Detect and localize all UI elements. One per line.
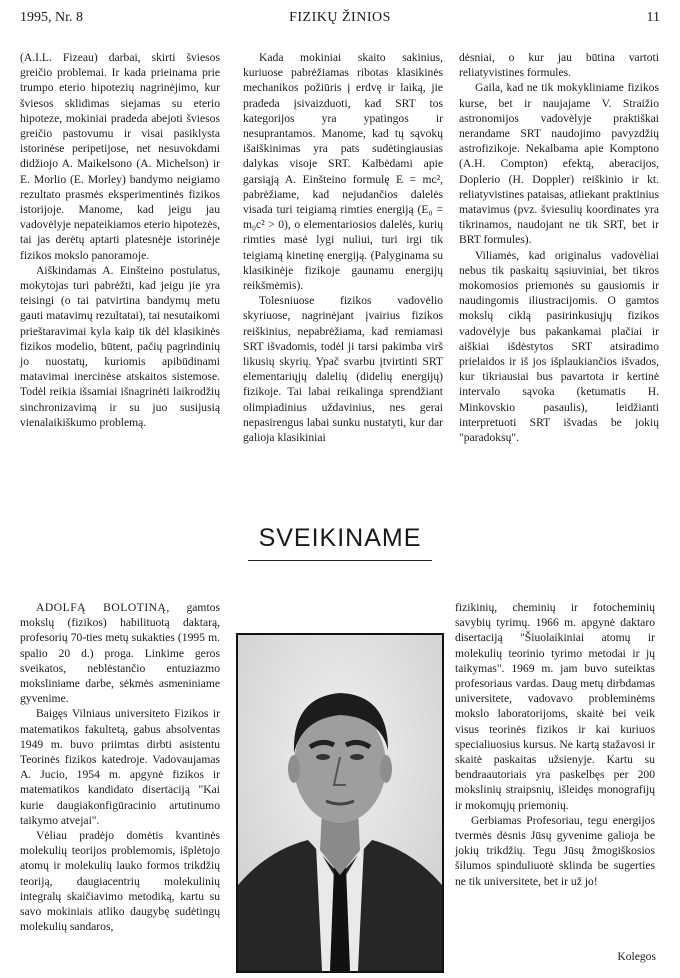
paragraph: Gaila, kad ne tik mokykliniame fizikos kurse, bet ir naujajame V. Straižio astronomijos vadovėlyje praktiškai nerandame SRT naudojimo pavyzdžių astrofizikoje. Nekalbama apie Komptono (A.H. Compton) efektą, aberacijos, Doplerio (H. Doppler) reiškinio ir kt. reliatyvistines pataisas, atliekant praktinius matavimus (pvz. šviesulių koordinates yra tikrinamos, naudojant ne tik SRT, bet ir BRT formules). <box>459 81 659 247</box>
journal-title: FIZIKŲ ŽINIOS <box>289 10 391 25</box>
paragraph: Aiškindamas A. Einšteino postulatus, mokytojas turi pabrėžti, kad jeigu jie yra teisingi (o tai patvirtina bandymų metu gauti matavimų rezultatai), tai nesutaikomi prieštaravimai kyla kaip tik dėl klasikinės fizikos modelio, būtent, pačių pagrindinių jo nuostatų, kuriomis apibūdinami matavimai inercinėse atskaitos sistemose. Todėl reikia išsamiai išnagrinėti laikrodžių sinchronizavimą ir su juo susijusią vienalaikiškumo problemą. <box>20 263 220 429</box>
page-header <box>0 0 680 34</box>
signature: Kolegos <box>617 950 656 963</box>
article-column-3 <box>459 50 659 445</box>
article-column-2 <box>243 50 443 445</box>
paragraph: Tolesniuose fizikos vadovėlio skyriuose, nagrinėjant įvairius fizikos reiškinius, nepabrėžiama, kad remiamasi SRT išvadomis, todėl ji tarsi pakimba virš likusių skyrių. Ypač svarbu įtvirtinti SRT elementariųjų dalelių (didelių energijų) fizikoje. Tai labai reikalinga sprendžiant olimpiadinius uždavinius, nes gerai nepasirengus labai sunku nustatyti, kur dar galioja klasikiniai <box>243 294 443 445</box>
greeting-column-right <box>455 600 655 889</box>
paragraph: Baigęs Vilniaus universiteto Fizikos ir matematikos fakultetą, gabus absolventas 1949 m. buvo priimtas dirbti asistentu Teorinės fizikos katedroje. Vadovaujamas A. Jucio, 1954 m. apgynė fizikos ir matematikos kandidato disertaciją "Kai kurie daugiakonfigūracinio artutinumo taikymo atvejai". <box>20 707 220 827</box>
title-underline <box>248 560 432 561</box>
portrait-icon <box>238 635 442 971</box>
section-title: SVEIKINAME <box>258 524 422 552</box>
paragraph: fizikinių, cheminių ir fotocheminių savybių tyrimų. 1966 m. apgynė daktaro disertaciją "Šiuolaikiniai atomų ir molekulių teorinio tyrimo metodai ir jų taikymas". 1969 m. jam buvo suteiktas profesoriaus vardas. Daug metų dirbdamas universitete, vadovavo probleminėms mokslo laboratorijoms, skaitė bei veik visus teorinės fizikos ir kai kuriuos specialiuosius kursus. Ne kartą stažavosi ir skaitė paskaitas užsienyje. Kartu su bendraautoriais yra paskelbęs per 200 mokslinių straipsnių, išleidęs monografijų ir mokomųjų priemonių. <box>455 601 655 812</box>
honoree-name: ADOLFĄ BOLOTINĄ, <box>36 601 170 614</box>
greeting-column-left <box>20 600 220 934</box>
paragraph: Vėliau pradėjo domėtis kvantinės molekulių teorijos problemomis, išplėtojo atomų ir molekulių lauko formos trikdžių teoriją, daugiacentrių molekulinių integralų skaičiavimo metodiką, kartu su savo mokiniais atliko daugybę sudėtingų molekulių sandaros, <box>20 829 220 934</box>
issue-label: 1995, Nr. 8 <box>20 10 83 25</box>
article-column-1 <box>20 50 220 430</box>
paragraph: (A.I.L. Fizeau) darbai, skirti šviesos greičio problemai. Ir kada prieinama prie trumpo eterio hipotezių nagrinėjimo, kur šviesos sklidimas siejamas su eterio hipoteze, mokiniai pradeda abejoti šviesos greičio pastovumu ir visai pasiklysta istorinėse peripetijose, net nesuvokdami didžiojo A. Maikelsono (A. Michelson) ir E. Morlio (E. Morley) bandymo neigiamo rezultato prasmės eksperimentinės fizikos istorijoje. Manome, kad jeigu jau vadovėlyje nepateikiamos eterio hipotezės, tai jas derėtų aptarti platesnėje istorinėje fizikos mokslo panoramoje. <box>20 51 220 262</box>
paragraph: Gerbiamas Profesoriau, tegu energijos tvermės dėsnis Jūsų gyvenime galioja be jokių trikdžių. Tegu Jūsų žmogiškosios šilumos spinduliuotė sklinda be sugerties ne tik universitete, bet ir už jo! <box>455 813 655 888</box>
paragraph: Kada mokiniai skaito sakinius, kuriuose pabrėžiamas ribotas klasikinės mechanikos požiūris į erdvę ir laiką, jie pradeda įsivaizduoti, kad SRT tos kategorijos yra ypatingos ir nesuprantamos. Manome, kad tų sąvokų išaiškinimas yra pats sudėtingiausias dalykas visoje SRT. Kalbėdami apie garsiąją A. Einšteino formulę E = mc², pabrėžiame, kad nejudančios dalelės visada turi teigiamą rimties energiją (E₀ = m₀c² > 0), o elementariosios dalelės, kurių rimties masė lygi nuliui, turi irgi tik teigiamą kinetinę energiją. (Palyginama su klasikinėje fizikoje gaunamu energijų reikšmėmis). <box>243 51 443 293</box>
page-number: 11 <box>646 10 660 25</box>
paragraph: dėsniai, o kur jau būtina vartoti reliatyvistines formules. <box>459 51 659 80</box>
greeting-intro <box>20 600 220 706</box>
portrait-photo <box>236 633 444 973</box>
paragraph: Viliamės, kad originalus vadovėliai nebus tik paskaitų sąsiuviniai, bet tikros mokomosios priemonės su gausiomis ir naudingomis iliustracijomis. O gamtos mokslų ciklą pasirinkusiųjų fizikos vadovėlyje bus pakankamai plačiai ir aiškiai išdėstytos SRT atsiradimo prielaidos ir iš jos išplaukiančios išvados, kur tikriausiai bus pavartota ir kertinė intervalo sąvoka (ketumatis H. Minkovskio pasaulis), leidžianti interpretuoti SRT išvadas be jokių "paradoksų". <box>459 248 659 445</box>
paragraph: gamtos mokslų (fizikos) habilituotą daktarą, profesorių 70-ties metų sukakties (1995 m. spalio 20 d.) proga. Linkime geros sveikatos, neblėstančio entuziazmo moksliniame darbe, sėkmės asmeniniame gyvenime. <box>20 601 220 706</box>
